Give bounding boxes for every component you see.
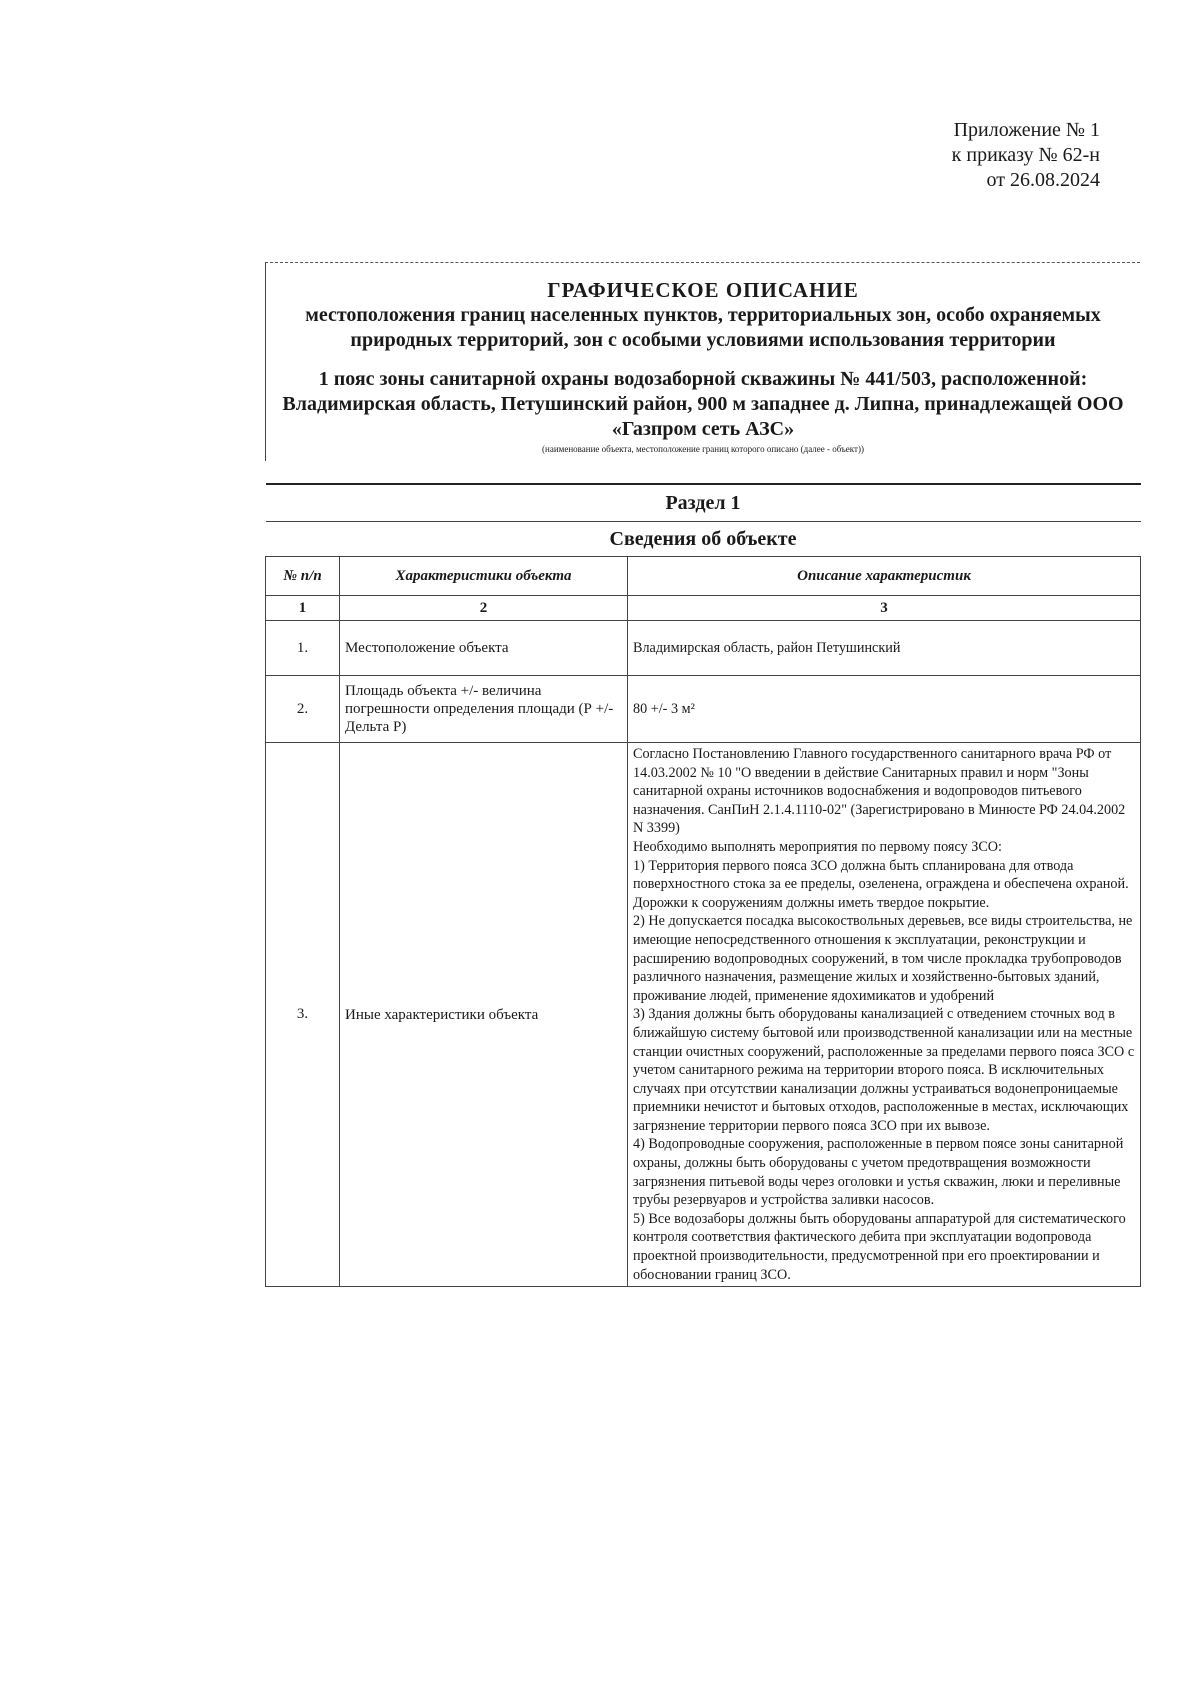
row-label: Местоположение объекта — [340, 621, 628, 676]
document-frame — [265, 262, 1140, 1287]
object-info-table — [265, 483, 1141, 1287]
column-number-1: 1 — [266, 596, 340, 621]
column-header-characteristic: Характеристики объекта — [340, 557, 628, 596]
appendix-line-2: к приказу № 62-н — [951, 144, 1100, 166]
column-number-2: 2 — [340, 596, 628, 621]
section-heading: Раздел 1 — [266, 484, 1141, 522]
row-label: Площадь объекта +/- величина погрешности определения площади (Р +/- Дельта Р) — [340, 676, 628, 743]
appendix-line-1: Приложение № 1 — [953, 119, 1100, 141]
row-value: Владимирская область, район Петушинский — [628, 621, 1141, 676]
table-row — [266, 676, 1141, 743]
appendix-line-3: от 26.08.2024 — [986, 169, 1100, 191]
object-name: 1 пояс зоны санитарной охраны водозаборной скважины № 441/503, расположенной: Владимирская область, Петушинский район, 900 м западнее д. Липна, принадлежащей ООО «Газпром сеть АЗС» — [282, 368, 1124, 440]
column-header-description: Описание характеристик — [628, 557, 1141, 596]
row-number: 1. — [266, 621, 340, 676]
row-value: 80 +/- 3 м² — [628, 676, 1141, 743]
row-number: 2. — [266, 676, 340, 743]
table-row — [266, 743, 1141, 1287]
row-label: Иные характеристики объекта — [340, 743, 628, 1287]
column-number-row — [266, 596, 1141, 621]
section-title: Сведения об объекте — [266, 522, 1141, 557]
document-header — [265, 262, 1140, 461]
row-value: Согласно Постановлению Главного государственного санитарного врача РФ от 14.03.2002 № 10 "О введении в действие Санитарных правил и норм "Зоны санитарной охраны источников водоснабжения и водопроводов питьевого назначения. СанПиН 2.1.4.1110-02" (Зарегистрировано в Минюсте РФ 24.04.2002 N 3399) Необходимо выполнять мероприятия по первому поясу ЗСО: 1) Территория первого пояса ЗСО должна быть спланирована для отвода поверхностного стока за ее пределы, озеленена, ограждена и обеспечена охраной. Дорожки к сооружениям должны иметь твердое покрытие. 2) Не допускается посадка высокоствольных деревьев, все виды строительства, не имеющие непосредственного отношения к эксплуатации, реконструкции и расширению водопроводных сооружений, в том числе прокладка трубопроводов различного назначения, размещение жилых и хозяйственно-бытовых зданий, проживание людей, применение ядохимикатов и удобрений 3) Здания должны быть оборудованы канализацией с отведением сточных вод в ближайшую систему бытовой или производственной канализации или на местные станции очистных сооружений, расположенные за пределами первого пояса ЗСО с учетом санитарного режима на территории второго пояса. В исключительных случаях при отсутствии канализации должны устраиваться водонепроницаемые приемники нечистот и бытовых отходов, расположенные в местах, исключающих загрязнение территории первого пояса ЗСО при их вывозе. 4) Водопроводные сооружения, расположенные в первом поясе зоны санитарной охраны, должны быть оборудованы с учетом предотвращения возможности загрязнения питьевой воды через оголовки и устья скважин, люки и переливные трубы резервуаров и устройства заливки насосов. 5) Все водозаборы должны быть оборудованы аппаратурой для систематического контроля соответствия фактического дебита при эксплуатации водопровода проектной производительности, предусмотренной при его проектировании и обосновании границ ЗСО. — [628, 743, 1141, 1287]
column-header-number: № п/п — [266, 557, 340, 596]
object-name-caption: (наименование объекта, местоположение границ которого описано (далее - объект)) — [542, 444, 864, 454]
table-header-row — [266, 557, 1141, 596]
document-title: ГРАФИЧЕСКОЕ ОПИСАНИЕ — [547, 278, 859, 302]
column-number-3: 3 — [628, 596, 1141, 621]
table-row — [266, 621, 1141, 676]
document-subtitle: местоположения границ населенных пунктов, территориальных зон, особо охраняемых природных территорий, зон с особыми условиями использования территории — [305, 304, 1101, 351]
appendix-reference — [820, 118, 1100, 193]
row-number: 3. — [266, 743, 340, 1287]
